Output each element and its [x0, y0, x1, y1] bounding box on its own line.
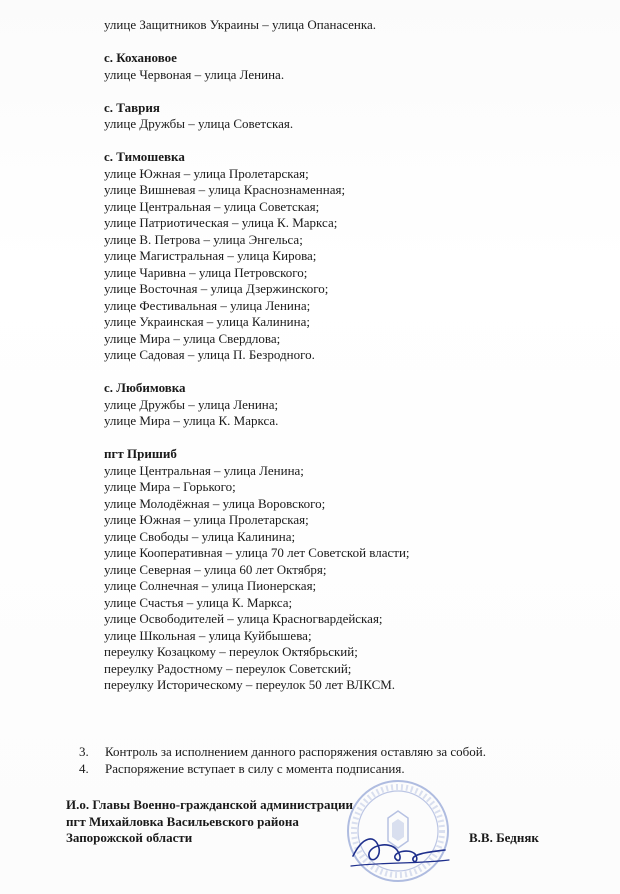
list-item: улице Мира – улица Свердлова;	[104, 330, 281, 346]
signer-name: В.В. Бедняк	[469, 830, 539, 845]
list-item: улице Освободителей – улица Красногвардейская;	[104, 611, 383, 626]
clause-text: Распоряжение вступает в силу с момента подписания.	[105, 760, 405, 776]
signer-position-line: пгт Михайловка Васильевского района	[66, 813, 299, 829]
list-item: переулку Козацкому – переулок Октябрьский;	[104, 644, 358, 659]
list-item: улице Чаривна – улица Петровского;	[104, 264, 308, 280]
list-item: переулку Историческому – переулок 50 лет ВЛКСМ.	[104, 677, 396, 692]
list-item: улице Мира – улица К. Маркса.	[104, 413, 279, 428]
list-item: улице Северная – улица 60 лет Октября;	[104, 561, 327, 577]
clause-text: Контроль за исполнением данного распоряжения оставляю за собой.	[105, 744, 486, 759]
section-kokhanovoe	[104, 50, 604, 83]
list-item: улице Солнечная – улица Пионерская;	[104, 578, 317, 593]
section-timoshevka	[104, 149, 604, 364]
list-item: улице В. Петрова – улица Энгельса;	[104, 231, 303, 247]
list-item: улице Магистральная – улица Кирова;	[104, 248, 317, 263]
section-heading: пгт Пришиб	[104, 446, 177, 461]
section-tavriya	[104, 100, 604, 133]
clause-number: 3.	[79, 744, 89, 759]
list-item: переулку Радостному – переулок Советский;	[104, 660, 352, 676]
list-item: улице Мира – Горького;	[104, 479, 236, 494]
list-item: улице Счастья – улица К. Маркса;	[104, 594, 293, 610]
list-item: улице Вишневая – улица Краснознаменная;	[104, 182, 346, 197]
list-item: улице Южная – улица Пролетарская;	[104, 165, 309, 181]
clause-number: 4.	[79, 760, 89, 776]
list-item: улице Молодёжная – улица Воровского;	[104, 495, 326, 511]
section-heading: с. Любимовка	[104, 380, 186, 395]
street-rename-list	[104, 17, 604, 694]
continuation-line: улице Защитников Украины – улица Опанасенка.	[104, 17, 377, 32]
signer-position-line: И.о. Главы Военно-гражданской администрации	[66, 797, 354, 812]
section-prishib	[104, 446, 604, 694]
list-item: улице Кооперативная – улица 70 лет Советской власти;	[104, 545, 410, 560]
list-item: улице Свободы – улица Калинина;	[104, 528, 296, 544]
list-item: улице Южная – улица Пролетарская;	[104, 512, 309, 527]
section-lyubimovka	[104, 380, 604, 430]
list-item: улице Дружбы – улица Советская.	[104, 116, 294, 131]
list-item: улице Центральная – улица Советская;	[104, 198, 320, 214]
section-heading: с. Таврия	[104, 99, 160, 115]
list-item: улице Патриотическая – улица К. Маркса;	[104, 215, 338, 230]
clause-item	[79, 744, 486, 761]
list-item: улице Червоная – улица Ленина.	[104, 66, 285, 82]
list-item: улице Украинская – улица Калинина;	[104, 314, 310, 329]
section-heading: с. Тимошевка	[104, 149, 185, 164]
section-heading: с. Кохановое	[104, 50, 177, 65]
list-item: улице Садовая – улица П. Безродного.	[104, 347, 315, 362]
handwritten-signature-icon	[345, 826, 455, 876]
list-item: улице Центральная – улица Ленина;	[104, 462, 304, 478]
list-item: улице Восточная – улица Дзержинского;	[104, 281, 329, 296]
list-item: улице Фестивальная – улица Ленина;	[104, 297, 311, 313]
list-item: улице Школьная – улица Куйбышева;	[104, 627, 312, 643]
list-item: улице Дружбы – улица Ленина;	[104, 396, 279, 412]
signer-position-line: Запорожской области	[66, 830, 193, 845]
